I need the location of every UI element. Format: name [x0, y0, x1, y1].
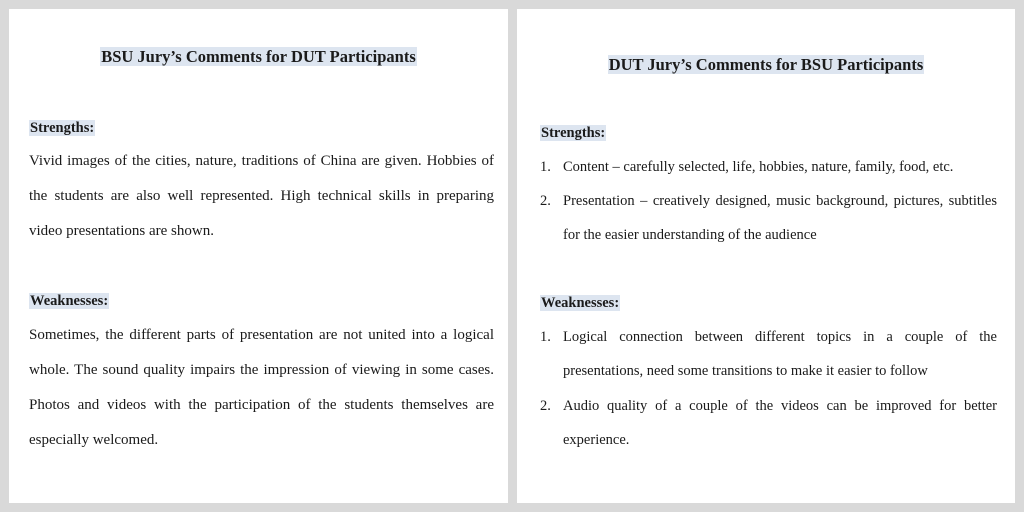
list-item: 1. Content – carefully selected, life, hobbies, nature, family, food, etc. [540, 159, 954, 175]
dut-comments-panel [517, 9, 1015, 503]
dut-comments-title: DUT Jury’s Comments for BSU Participants [608, 55, 924, 74]
strengths-paragraph: Vivid images of the cities, nature, traditions of China are given. Hobbies of the students are also well represented. High technical skills in preparing video presentations are shown. [29, 153, 494, 239]
strengths-heading: Strengths: [541, 125, 606, 141]
bsu-comments-title: BSU Jury’s Comments for DUT Participants [101, 47, 416, 66]
strengths-heading: Strengths: [30, 120, 95, 136]
list-item: 1. Logical connection between different topics in a couple of the presentations, need some transitions to make it easier to follow [540, 329, 997, 379]
weaknesses-paragraph: Sometimes, the different parts of presentation are not united into a logical whole. The sound quality impairs the impression of viewing in some cases. Photos and videos with the participation of the students themselves are especially welcomed. [29, 327, 494, 448]
list-item: 2. Presentation – creatively designed, music background, pictures, subtitles for the easier understanding of the audience [540, 193, 997, 243]
weaknesses-heading: Weaknesses: [30, 293, 109, 309]
list-item: 2. Audio quality of a couple of the videos can be improved for better experience. [540, 398, 997, 448]
bsu-comments-panel [9, 9, 508, 503]
weaknesses-heading: Weaknesses: [541, 295, 620, 311]
